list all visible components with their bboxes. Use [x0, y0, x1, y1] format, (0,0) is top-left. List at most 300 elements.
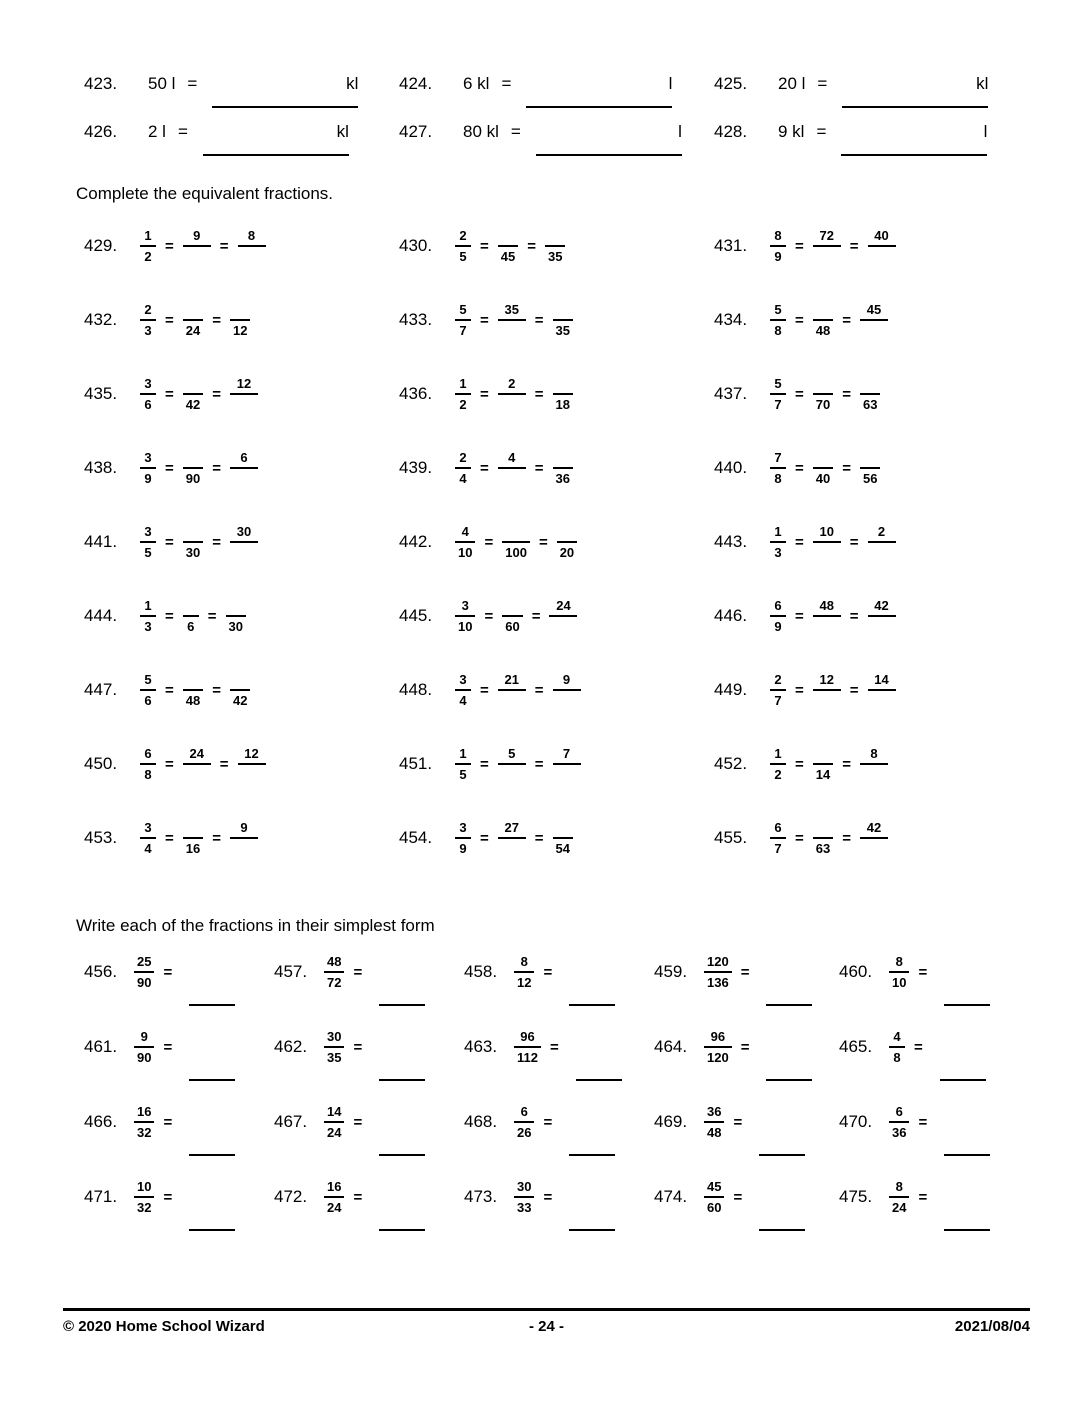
equals-sign: =	[795, 607, 804, 625]
problem-number: 458.	[464, 962, 498, 981]
denominator: 36	[892, 1125, 907, 1140]
numerator: 27	[504, 820, 519, 835]
denominator-blank[interactable]	[869, 321, 879, 338]
denominator: 4	[459, 693, 467, 708]
equals-sign: =	[740, 963, 750, 981]
answer-blank[interactable]	[576, 1079, 622, 1081]
numerator-blank[interactable]	[503, 228, 513, 245]
denominator: 10	[458, 545, 473, 560]
numerator: 6	[520, 1104, 528, 1119]
unit-label: l	[678, 122, 682, 141]
problem-number: 468.	[464, 1112, 498, 1131]
answer-blank[interactable]	[940, 1079, 986, 1081]
equals-sign: =	[353, 1188, 363, 1206]
denominator-blank[interactable]	[507, 469, 517, 486]
answer-blank[interactable]	[379, 1229, 425, 1231]
denominator: 30	[228, 619, 243, 634]
fraction	[324, 1029, 344, 1065]
denominator-blank[interactable]	[822, 543, 832, 560]
fraction	[134, 1104, 154, 1140]
equals-sign: =	[534, 829, 544, 847]
denominator: 2	[774, 767, 782, 782]
numerator-blank[interactable]	[558, 820, 568, 837]
denominator: 7	[774, 693, 782, 708]
fraction	[140, 376, 156, 412]
conversion-problem	[714, 122, 1030, 156]
denominator-blank[interactable]	[507, 765, 517, 782]
equals-sign: =	[212, 681, 221, 699]
denominator-blank[interactable]	[558, 617, 568, 634]
fraction	[813, 228, 841, 264]
denominator: 8	[774, 323, 782, 338]
fraction	[545, 228, 565, 264]
equals-sign: =	[163, 1113, 173, 1131]
answer-blank[interactable]	[379, 1004, 425, 1006]
denominator-blank[interactable]	[507, 839, 517, 856]
answer-blank[interactable]	[569, 1004, 615, 1006]
denominator: 14	[815, 767, 831, 782]
denominator: 7	[774, 397, 782, 412]
answer-blank[interactable]	[842, 74, 988, 108]
denominator: 6	[144, 693, 152, 708]
conversion-problem	[714, 74, 1030, 108]
numerator: 25	[137, 954, 152, 969]
numerator: 14	[327, 1104, 342, 1119]
equals-sign: =	[480, 385, 489, 403]
equals-sign: =	[849, 681, 859, 699]
numerator-blank[interactable]	[188, 450, 198, 467]
equals-sign: =	[484, 607, 494, 625]
denominator: 10	[892, 975, 907, 990]
equals-sign: =	[795, 237, 804, 255]
problem-number: 474.	[654, 1187, 688, 1206]
numerator-blank[interactable]	[558, 376, 568, 393]
fraction	[230, 376, 258, 412]
equals-sign: =	[795, 533, 804, 551]
problem-number: 424.	[399, 74, 433, 93]
equivalent-fraction-problem	[399, 820, 714, 856]
fraction	[183, 376, 203, 412]
fraction	[140, 746, 156, 782]
fraction	[230, 302, 250, 338]
denominator-blank[interactable]	[869, 765, 879, 782]
fraction	[498, 450, 526, 486]
numerator: 3	[459, 672, 467, 687]
problem-number: 461.	[84, 1037, 118, 1056]
numerator-blank[interactable]	[188, 302, 198, 319]
fraction	[813, 524, 841, 560]
problem-number: 439.	[399, 458, 433, 477]
numerator: 3	[144, 376, 152, 391]
answer-blank[interactable]	[526, 74, 672, 108]
denominator: 48	[707, 1125, 722, 1140]
denominator: 7	[459, 323, 467, 338]
numerator: 3	[144, 820, 152, 835]
fraction	[183, 302, 203, 338]
unit-label: kl	[346, 74, 359, 93]
equals-sign: =	[795, 459, 804, 477]
numerator: 10	[819, 524, 834, 539]
denominator-blank[interactable]	[239, 395, 249, 412]
numerator-blank[interactable]	[818, 450, 828, 467]
denominator: 70	[815, 397, 831, 412]
fraction	[860, 746, 888, 782]
equals-sign: =	[543, 1113, 553, 1131]
equals-sign: =	[538, 533, 548, 551]
simplify-problem	[464, 1029, 654, 1065]
denominator: 90	[185, 471, 201, 486]
denominator: 63	[863, 397, 878, 412]
answer-blank[interactable]	[759, 1154, 805, 1156]
answer-blank[interactable]	[189, 1154, 235, 1156]
problem-number: 449.	[714, 680, 748, 699]
equivalent-fraction-problem	[714, 598, 1030, 634]
fraction	[455, 524, 475, 560]
equals-sign: =	[849, 533, 859, 551]
denominator: 6	[144, 397, 152, 412]
denominator-blank[interactable]	[822, 617, 832, 634]
denominator: 20	[559, 545, 575, 560]
fraction	[514, 1029, 541, 1065]
fraction	[134, 1179, 154, 1215]
fraction	[770, 598, 786, 634]
equals-sign: =	[531, 607, 541, 625]
numerator-blank[interactable]	[818, 302, 828, 319]
numerator: 24	[556, 598, 571, 613]
denominator: 9	[774, 619, 782, 634]
numerator: 1	[459, 376, 467, 391]
numerator-blank[interactable]	[511, 524, 521, 541]
denominator: 33	[517, 1200, 532, 1215]
numerator: 42	[874, 598, 889, 613]
denominator-blank[interactable]	[192, 247, 202, 264]
numerator-blank[interactable]	[818, 820, 828, 837]
answer-blank[interactable]	[379, 1154, 425, 1156]
numerator: 1	[459, 746, 467, 761]
equals-sign: =	[165, 311, 174, 329]
denominator: 12	[233, 323, 248, 338]
simplify-problem	[274, 954, 464, 990]
denominator-blank[interactable]	[877, 691, 887, 708]
problem-number: 460.	[839, 962, 873, 981]
fraction	[238, 228, 266, 264]
simplify-heading: Write each of the fractions in their simplest form	[76, 916, 435, 935]
numerator-blank[interactable]	[818, 376, 828, 393]
answer-blank[interactable]	[944, 1229, 990, 1231]
numerator-blank[interactable]	[186, 598, 196, 615]
denominator: 9	[144, 471, 152, 486]
numerator: 40	[874, 228, 889, 243]
equals-sign: =	[543, 1188, 553, 1206]
numerator: 96	[710, 1029, 726, 1044]
fraction	[498, 228, 518, 264]
fraction	[183, 598, 199, 634]
numerator: 14	[874, 672, 889, 687]
problem-number: 429.	[84, 236, 118, 255]
denominator-blank[interactable]	[507, 321, 517, 338]
numerator-blank[interactable]	[188, 524, 198, 541]
denominator: 12	[517, 975, 532, 990]
denominator: 24	[185, 323, 201, 338]
answer-blank[interactable]	[189, 1229, 235, 1231]
fraction	[770, 672, 786, 708]
answer-blank[interactable]	[944, 1004, 990, 1006]
fraction	[770, 376, 786, 412]
numerator: 6	[144, 746, 152, 761]
problem-number: 469.	[654, 1112, 688, 1131]
numerator-blank[interactable]	[188, 672, 198, 689]
denominator: 42	[185, 397, 201, 412]
fraction	[813, 450, 833, 486]
equals-sign: =	[795, 681, 804, 699]
numerator: 9	[562, 672, 571, 687]
denominator: 136	[707, 975, 729, 990]
fraction	[455, 228, 471, 264]
denominator-blank[interactable]	[877, 543, 887, 560]
fraction	[813, 302, 833, 338]
numerator: 1	[144, 228, 152, 243]
numerator-blank[interactable]	[558, 302, 568, 319]
denominator-blank[interactable]	[877, 617, 887, 634]
fraction	[549, 598, 577, 634]
equivalent-heading: Complete the equivalent fractions.	[76, 184, 334, 203]
simplify-problem	[84, 1179, 274, 1215]
answer-blank[interactable]	[766, 1004, 812, 1006]
fraction	[226, 598, 246, 634]
numerator-blank[interactable]	[235, 672, 245, 689]
numerator: 12	[819, 672, 834, 687]
problem-number: 447.	[84, 680, 118, 699]
equals-sign: =	[177, 122, 188, 141]
fraction	[498, 376, 526, 412]
equals-sign: =	[534, 385, 544, 403]
fraction	[860, 302, 888, 338]
problem-number: 457.	[274, 962, 308, 981]
numerator: 5	[774, 376, 782, 391]
numerator: 2	[459, 450, 467, 465]
quantity-label: 6 kl	[463, 74, 490, 93]
answer-blank[interactable]	[203, 122, 349, 156]
fraction	[553, 672, 581, 708]
problem-number: 454.	[399, 828, 433, 847]
problem-number: 463.	[464, 1037, 498, 1056]
denominator-blank[interactable]	[239, 543, 249, 560]
numerator-blank[interactable]	[188, 376, 198, 393]
simplify-problem	[274, 1029, 464, 1065]
problem-number: 441.	[84, 532, 118, 551]
denominator: 6	[187, 619, 195, 634]
denominator-blank[interactable]	[192, 765, 202, 782]
fraction	[230, 820, 258, 856]
equals-sign: =	[816, 122, 827, 141]
problem-number: 448.	[399, 680, 433, 699]
numerator-blank[interactable]	[188, 820, 198, 837]
denominator: 100	[505, 545, 527, 560]
problem-number: 445.	[399, 606, 433, 625]
equivalent-fraction-problem	[714, 376, 1030, 412]
problem-number: 464.	[654, 1037, 688, 1056]
numerator-blank[interactable]	[231, 598, 241, 615]
numerator: 16	[327, 1179, 342, 1194]
problem-number: 436.	[399, 384, 433, 403]
denominator-blank[interactable]	[822, 691, 832, 708]
fraction	[502, 524, 530, 560]
fraction	[498, 820, 526, 856]
equals-sign: =	[795, 755, 804, 773]
fraction	[183, 746, 211, 782]
numerator-blank[interactable]	[558, 450, 568, 467]
fraction	[502, 598, 522, 634]
answer-blank[interactable]	[944, 1154, 990, 1156]
equivalent-fraction-problem	[84, 228, 399, 264]
numerator-blank[interactable]	[550, 228, 560, 245]
fraction	[813, 746, 833, 782]
numerator: 8	[520, 954, 528, 969]
numerator: 8	[774, 228, 782, 243]
fraction	[455, 820, 471, 856]
equals-sign: =	[510, 122, 521, 141]
denominator-blank[interactable]	[247, 247, 257, 264]
numerator: 4	[508, 450, 516, 465]
denominator-blank[interactable]	[507, 691, 517, 708]
equals-sign: =	[918, 1188, 928, 1206]
equals-sign: =	[549, 1038, 559, 1056]
denominator-blank[interactable]	[562, 691, 572, 708]
equivalent-fraction-problem	[399, 228, 714, 264]
numerator: 35	[504, 302, 519, 317]
equals-sign: =	[163, 1188, 173, 1206]
problem-number: 431.	[714, 236, 748, 255]
denominator: 8	[774, 471, 782, 486]
problem-number: 472.	[274, 1187, 308, 1206]
answer-blank[interactable]	[569, 1154, 615, 1156]
denominator: 32	[137, 1125, 152, 1140]
answer-blank[interactable]	[766, 1079, 812, 1081]
equivalent-fraction-problem	[399, 746, 714, 782]
problem-number: 443.	[714, 532, 748, 551]
numerator-blank[interactable]	[818, 746, 828, 763]
denominator: 60	[707, 1200, 722, 1215]
numerator-blank[interactable]	[235, 302, 245, 319]
fraction	[770, 820, 786, 856]
numerator: 3	[459, 820, 467, 835]
fraction	[455, 376, 471, 412]
problem-number: 462.	[274, 1037, 308, 1056]
problem-number: 432.	[84, 310, 118, 329]
answer-blank[interactable]	[759, 1229, 805, 1231]
denominator-blank[interactable]	[822, 247, 832, 264]
denominator-blank[interactable]	[562, 765, 572, 782]
equals-sign: =	[795, 829, 804, 847]
equals-sign: =	[480, 829, 489, 847]
answer-blank[interactable]	[189, 1004, 235, 1006]
denominator-blank[interactable]	[507, 395, 517, 412]
fraction	[230, 524, 258, 560]
problem-number: 467.	[274, 1112, 308, 1131]
equals-sign: =	[212, 533, 221, 551]
fraction	[514, 1104, 534, 1140]
problem-number: 471.	[84, 1187, 118, 1206]
problem-number: 446.	[714, 606, 748, 625]
problem-number: 425.	[714, 74, 748, 93]
equals-sign: =	[219, 755, 229, 773]
fraction	[813, 672, 841, 708]
answer-blank[interactable]	[379, 1079, 425, 1081]
numerator: 4	[461, 524, 469, 539]
equals-sign: =	[914, 1038, 923, 1056]
fraction	[770, 746, 786, 782]
numerator-blank[interactable]	[507, 598, 517, 615]
numerator: 1	[774, 524, 782, 539]
denominator-blank[interactable]	[239, 469, 249, 486]
equals-sign: =	[842, 755, 851, 773]
equals-sign: =	[165, 533, 174, 551]
fraction	[813, 598, 841, 634]
equals-sign: =	[219, 237, 229, 255]
numerator-blank[interactable]	[865, 450, 875, 467]
numerator: 3	[144, 450, 152, 465]
numerator: 4	[893, 1029, 901, 1044]
problem-number: 442.	[399, 532, 433, 551]
answer-blank[interactable]	[536, 122, 682, 156]
equivalent-fraction-problem	[84, 820, 399, 856]
fraction	[553, 450, 573, 486]
numerator: 30	[327, 1029, 342, 1044]
answer-blank[interactable]	[189, 1079, 235, 1081]
denominator-blank[interactable]	[877, 247, 887, 264]
equals-sign: =	[212, 385, 221, 403]
equivalent-fraction-problem	[714, 672, 1030, 708]
numerator: 9	[140, 1029, 148, 1044]
equals-sign: =	[480, 755, 489, 773]
numerator: 6	[240, 450, 248, 465]
numerator: 8	[247, 228, 256, 243]
fraction	[860, 450, 880, 486]
denominator: 36	[555, 471, 570, 486]
denominator: 24	[327, 1200, 342, 1215]
fraction	[557, 524, 577, 560]
fraction	[704, 954, 732, 990]
fraction	[704, 1179, 724, 1215]
simplify-problem	[839, 954, 1030, 990]
numerator-blank[interactable]	[865, 376, 875, 393]
numerator: 24	[189, 746, 204, 761]
numerator-blank[interactable]	[562, 524, 572, 541]
fraction	[813, 376, 833, 412]
problem-number: 450.	[84, 754, 118, 773]
answer-blank[interactable]	[212, 74, 358, 108]
conversion-problem	[399, 74, 714, 108]
equivalent-fraction-problem	[399, 450, 714, 486]
problem-number: 438.	[84, 458, 118, 477]
numerator: 9	[193, 228, 201, 243]
numerator: 3	[144, 524, 152, 539]
equals-sign: =	[543, 963, 553, 981]
answer-blank[interactable]	[841, 122, 987, 156]
answer-blank[interactable]	[569, 1229, 615, 1231]
equals-sign: =	[187, 74, 198, 93]
fraction	[770, 524, 786, 560]
fraction	[134, 954, 154, 990]
equals-sign: =	[165, 829, 174, 847]
denominator: 18	[555, 397, 570, 412]
denominator-blank[interactable]	[247, 765, 257, 782]
fraction	[868, 228, 896, 264]
denominator-blank[interactable]	[239, 839, 249, 856]
denominator-blank[interactable]	[869, 839, 879, 856]
numerator: 45	[866, 302, 882, 317]
simplify-problem	[84, 1029, 274, 1065]
